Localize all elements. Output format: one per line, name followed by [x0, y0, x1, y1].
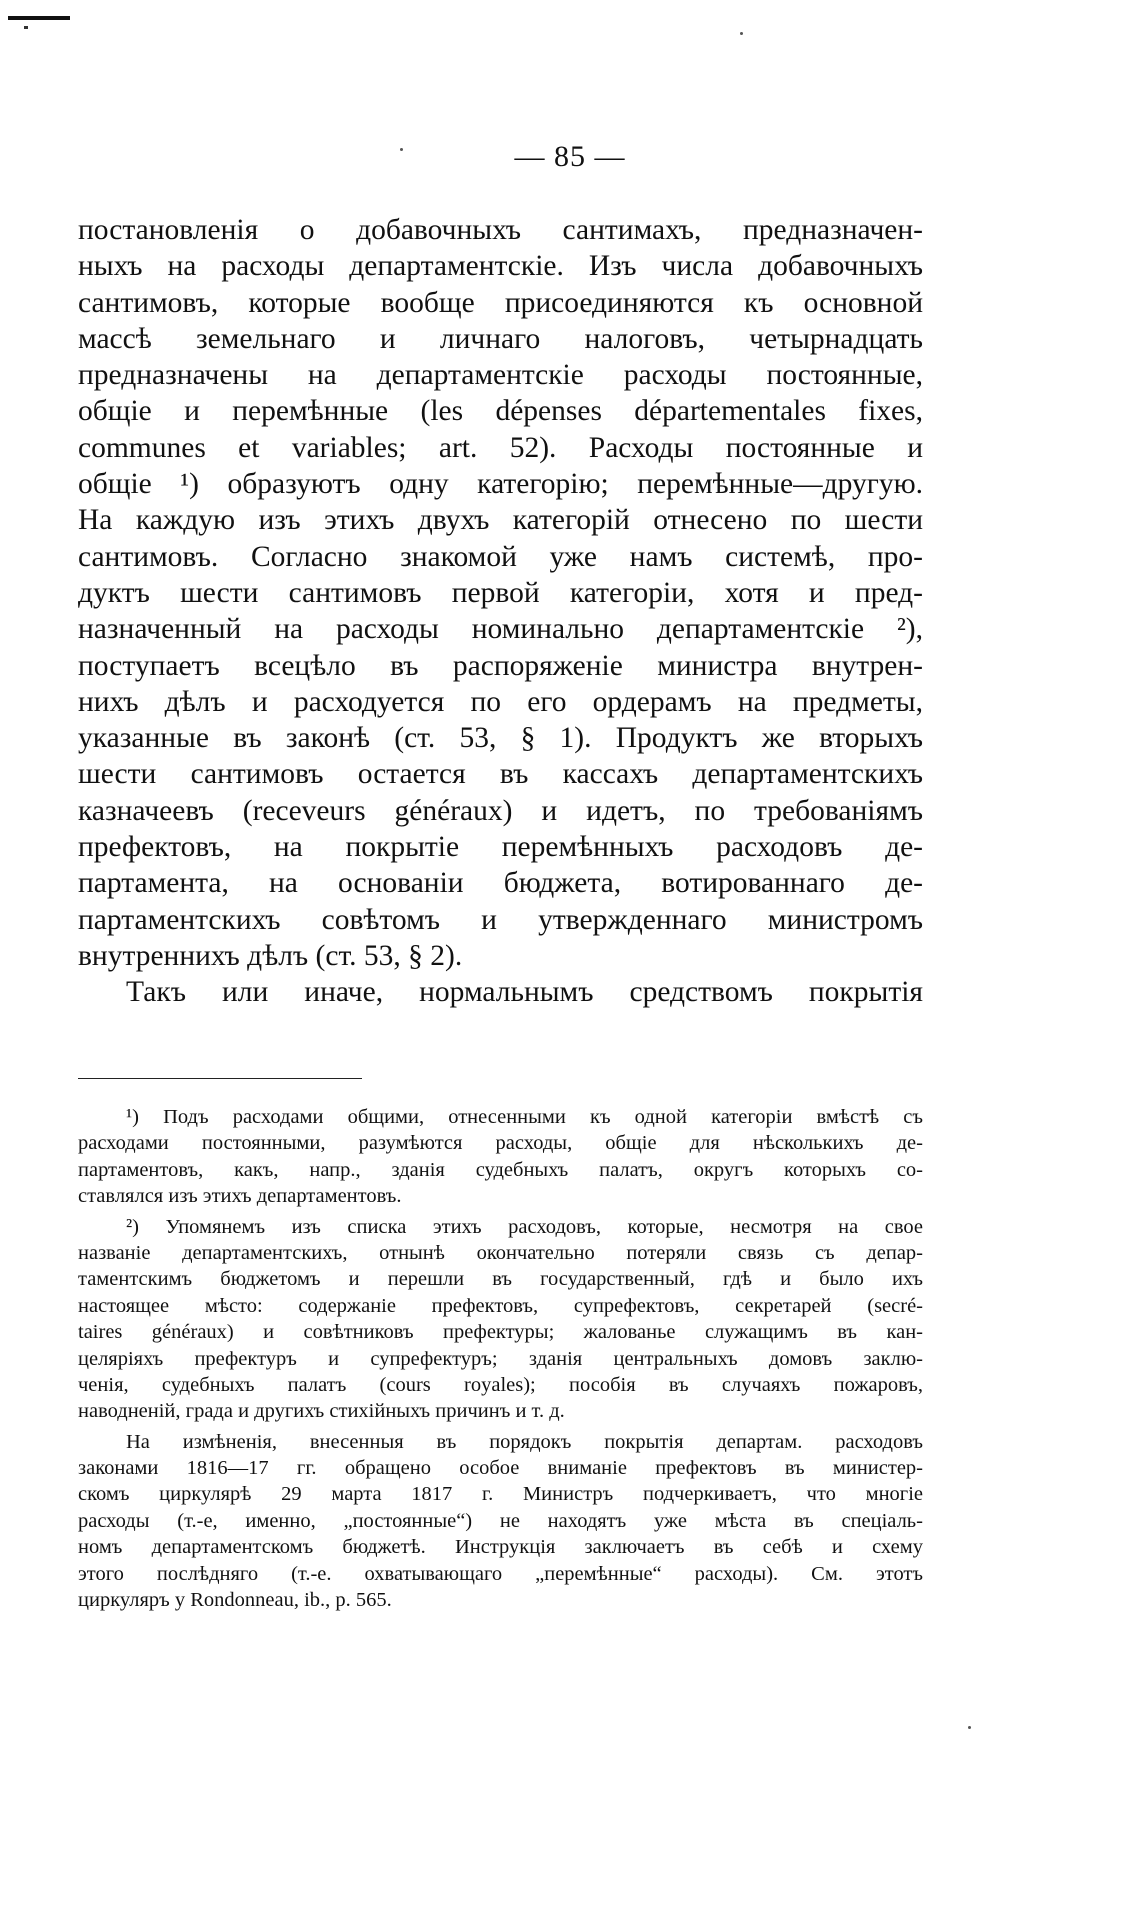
footnote-line: ченія, судебныхъ палатъ (cours royales); пособія въ случаяхъ пожаровъ,	[78, 1373, 923, 1396]
footnote-line: расходы (т.-е, именно, „постоянные“) не находятъ уже мѣста въ спеціаль-	[78, 1509, 923, 1532]
text-line: нихъ дѣлъ и расходуется по его ордерамъ на предметы,	[78, 685, 923, 718]
footnote-line: ²) Упомянемъ изъ списка этихъ расходовъ, которые, несмотря на свое	[126, 1215, 923, 1238]
text-line: постановленія о добавочныхъ сантимахъ, предназначен-	[78, 214, 923, 246]
text-line: внутреннихъ дѣлъ (ст. 53, § 2).	[78, 939, 463, 972]
text-line: дуктъ шести сантимовъ первой категоріи, хотя и пред-	[78, 576, 923, 609]
text-line: предназначены на департаментскіе расходы постоянные,	[78, 359, 923, 392]
footnote-2	[78, 1214, 923, 1425]
footnote-3	[78, 1429, 923, 1614]
scan-speck	[740, 32, 743, 35]
footnote-line: скомъ циркулярѣ 29 марта 1817 г. Министръ подчеркиваетъ, что многіе	[78, 1483, 923, 1506]
footnote-line: настоящее мѣсто: содержаніе префектовъ, супрефектовъ, секретарей (secré-	[78, 1294, 923, 1317]
footnotes	[78, 1104, 923, 1613]
footnote-line: циркуляръ у Rondonneau, ib., p. 565.	[78, 1589, 392, 1612]
footnote-line: расходами постоянными, разумѣются расходы, общіе для нѣсколькихъ де-	[78, 1132, 923, 1155]
text-line: communes et variables; art. 52). Расходы постоянные и	[78, 431, 923, 464]
text-line: общіе ¹) образуютъ одну категорію; перемѣнные—другую.	[78, 468, 923, 501]
text-line: Такъ или иначе, нормальнымъ средствомъ покрытія	[126, 976, 923, 1009]
scan-speck	[968, 1726, 971, 1729]
text-line: партамента, на основаніи бюджета, вотированнаго де-	[78, 867, 923, 900]
text-line: казначеевъ (receveurs généraux) и идетъ, по требованіямъ	[78, 794, 923, 827]
text-line: назначенный на расходы номинально департаментскіе ²),	[78, 613, 923, 646]
footnote-line: названіе департаментскихъ, отнынѣ окончательно потеряли связь съ депар-	[78, 1241, 923, 1264]
footnote-1	[78, 1104, 923, 1210]
text-line: шести сантимовъ остается въ кассахъ департаментскихъ	[78, 758, 923, 791]
text-line: сантимовъ, которые вообще присоединяются къ основной	[78, 286, 923, 319]
text-line: На каждую изъ этихъ двухъ категорій отнесено по шести	[78, 504, 923, 537]
page-number: — 85 —	[514, 140, 626, 173]
text-line: общіе и перемѣнные (les dépenses départementales fixes,	[78, 395, 923, 428]
text-line: указанные въ законѣ (ст. 53, § 1). Продуктъ же вторыхъ	[78, 722, 923, 755]
text-line: партаментскихъ совѣтомъ и утвержденнаго министромъ	[78, 903, 923, 936]
footnote-line: ставлялся изъ этихъ департаментовъ.	[78, 1185, 402, 1208]
scan-artifact-mark	[8, 16, 70, 20]
text-line: сантимовъ. Согласно знакомой уже намъ системѣ, про-	[78, 540, 923, 573]
footnote-line: номъ департаментскомъ бюджетѣ. Инструкція заключаетъ въ себѣ и схему	[78, 1536, 923, 1559]
footnote-line: законами 1816—17 гг. обращено особое вниманіе префектовъ въ министер-	[78, 1457, 923, 1480]
text-line: ныхъ на расходы департаментскіе. Изъ числа добавочныхъ	[78, 250, 923, 283]
scan-artifact-mark	[24, 26, 28, 29]
text-line: префектовъ, на покрытіе перемѣнныхъ расходовъ де-	[78, 831, 923, 864]
footnote-line: ¹) Подъ расходами общими, отнесенными къ одной категоріи вмѣстѣ съ	[126, 1106, 923, 1128]
footnote-line: этого послѣдняго (т.-е. охватывающаго „перемѣнные“ расходы). См. этотъ	[78, 1562, 923, 1585]
footnote-line: партаментовъ, какъ, напр., зданія судебныхъ палатъ, округъ которыхъ со-	[78, 1158, 923, 1181]
footnote-line: На измѣненія, внесенныя въ порядокъ покрытія департам. расходовъ	[126, 1430, 923, 1453]
footnote-line: taires généraux) и совѣтниковъ префектуры; жалованье служащимъ въ кан-	[78, 1321, 923, 1344]
main-paragraph	[78, 212, 923, 1011]
text-line: массѣ земельнаго и личнаго налоговъ, четырнадцать	[78, 322, 923, 355]
text-line: поступаетъ всецѣло въ распоряженіе министра внутрен-	[78, 649, 923, 682]
footnote-line: целяріяхъ префектуръ и супрефектуръ; зданія центральныхъ домовъ заклю-	[78, 1347, 923, 1370]
footnote-divider	[78, 1078, 362, 1079]
footnote-line: наводненій, града и другихъ стихійныхъ причинъ и т. д.	[78, 1400, 565, 1423]
footnote-line: таментскимъ бюджетомъ и перешли въ государственный, гдѣ и было ихъ	[78, 1268, 923, 1291]
